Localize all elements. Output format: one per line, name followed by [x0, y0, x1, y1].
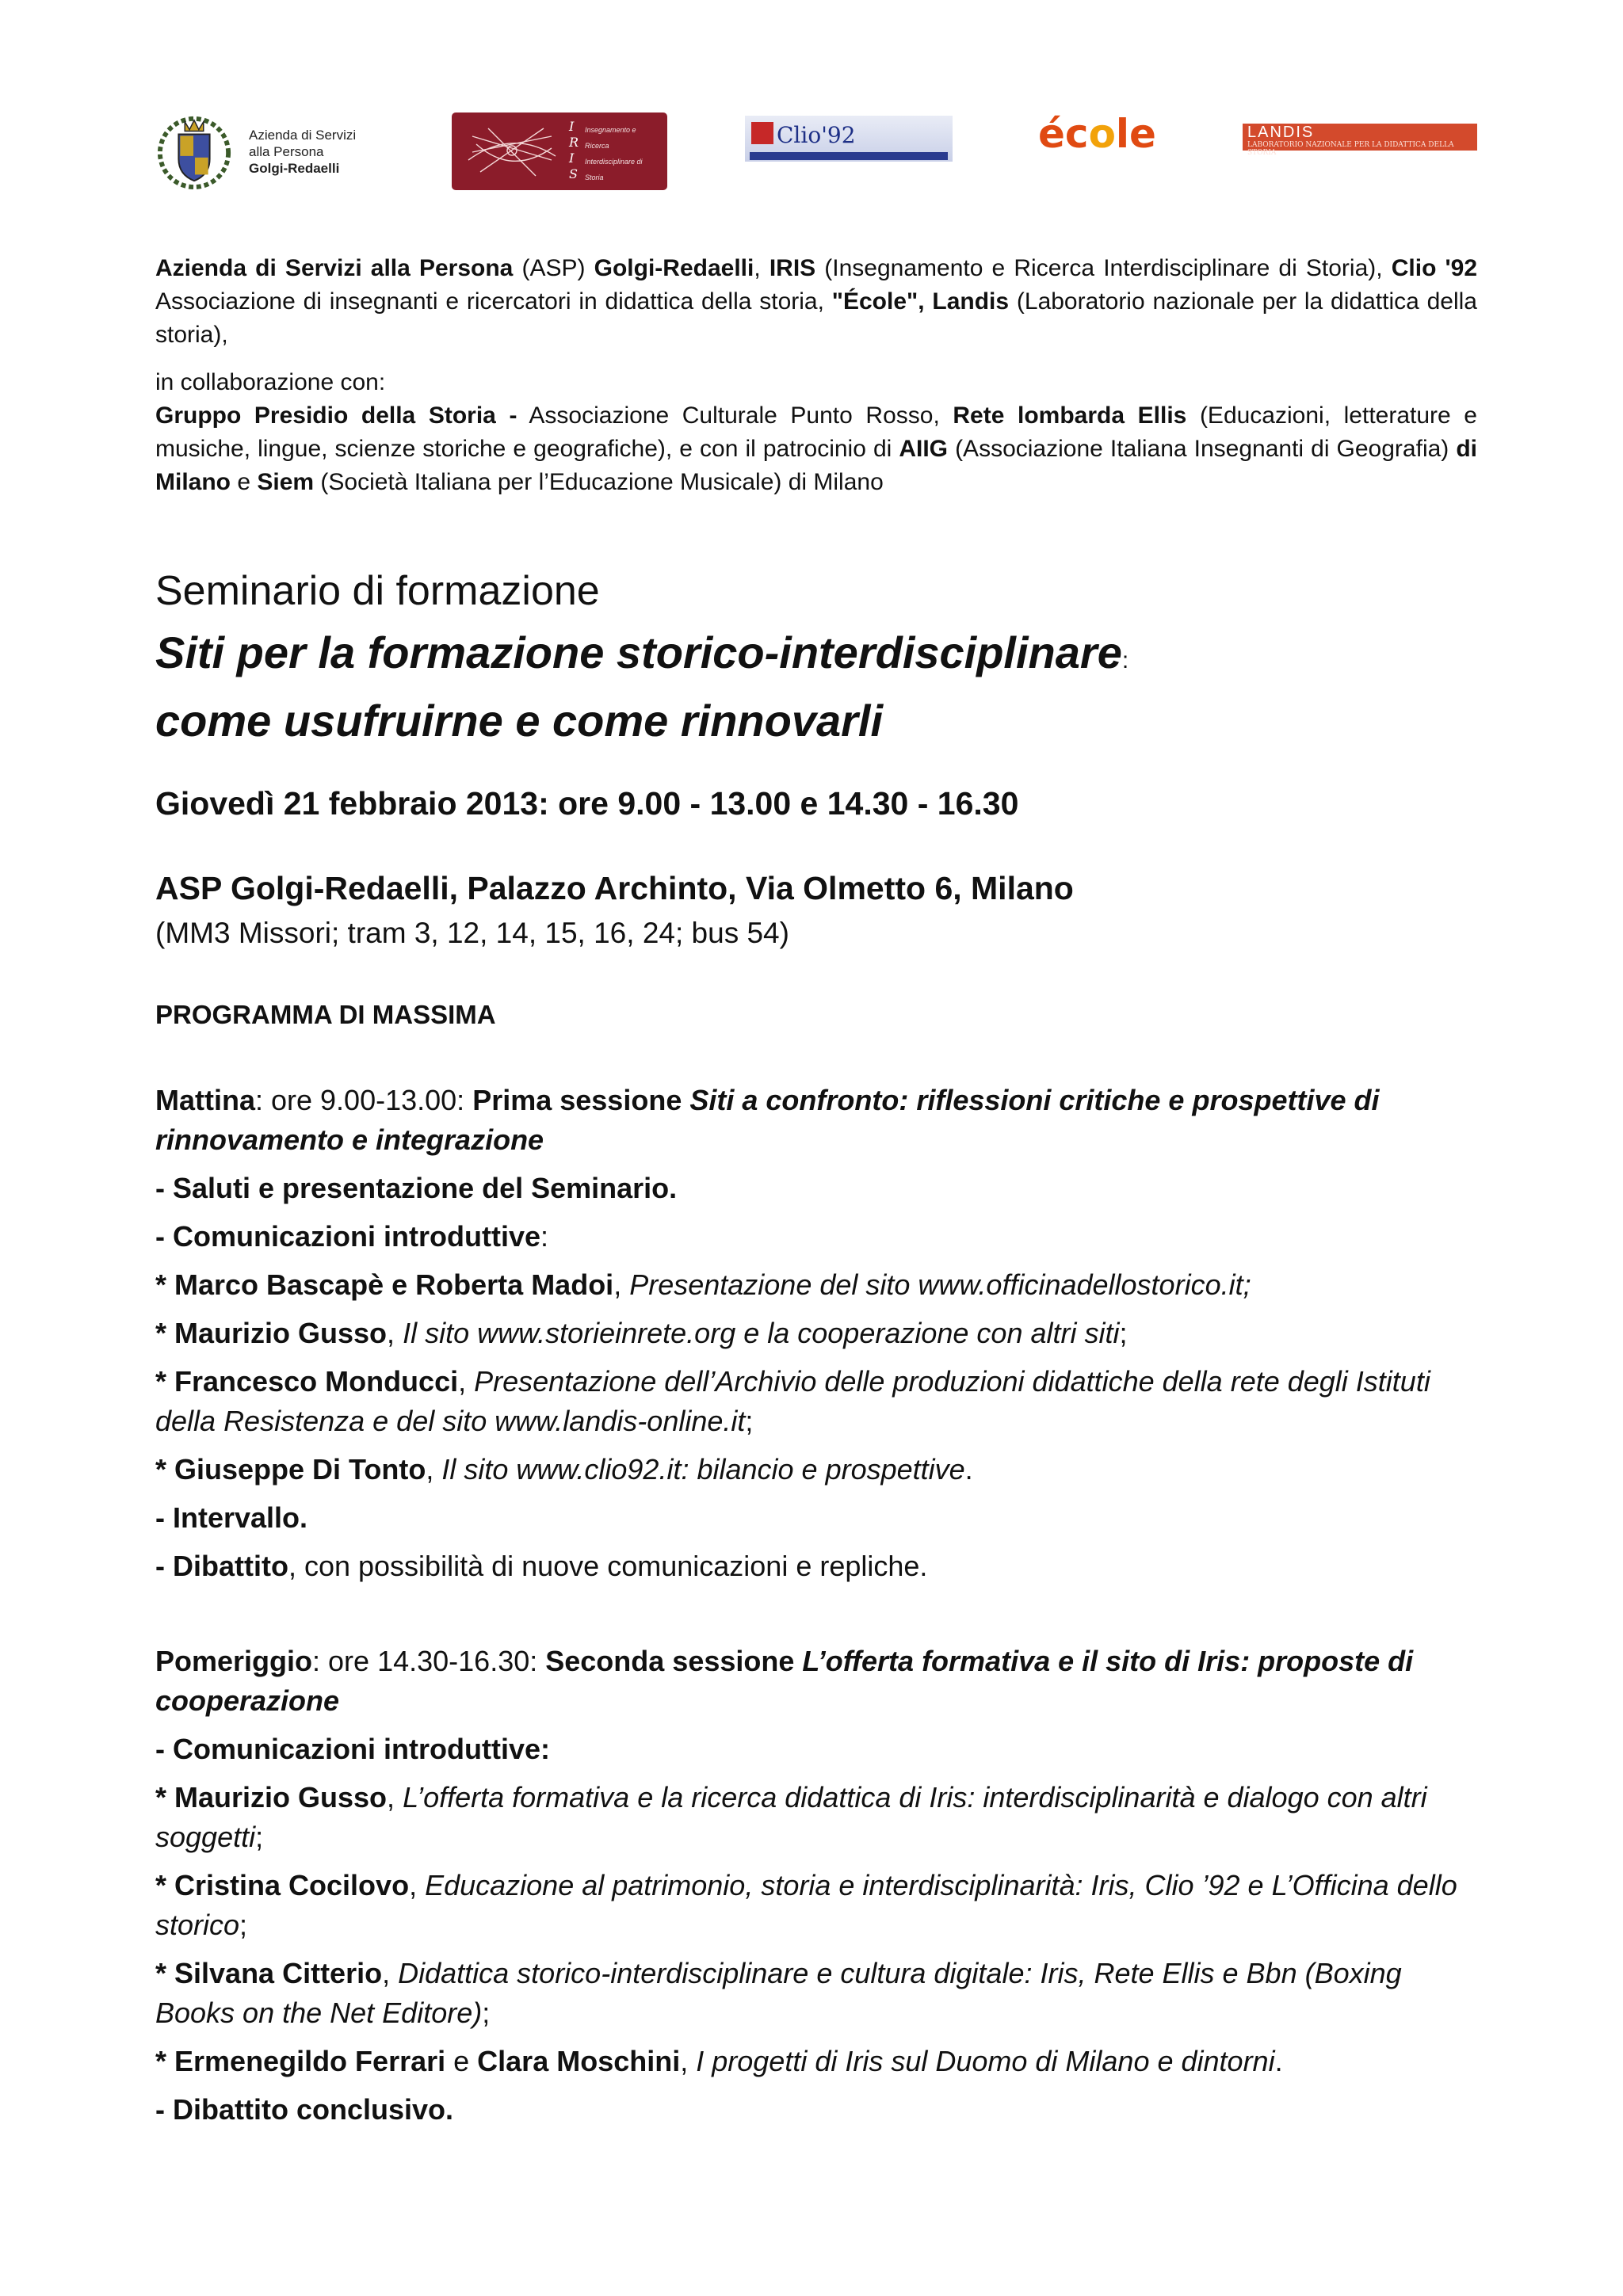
- programme-line: [155, 1642, 1477, 1721]
- programme-text-run: - Comunicazioni introduttive:: [155, 1733, 550, 1765]
- bold-text-run: Gruppo Presidio della Storia -: [155, 402, 517, 429]
- programme-text-run: Didattica storico-interdisciplinare e cultura digitale: Iris, Rete Ellis e Bbn (Boxing Books on the Net Editore): [155, 1957, 1402, 2029]
- iris-desc-line: Ricerca: [585, 142, 609, 150]
- asp-logo-text: [249, 127, 356, 177]
- ecole-logo: [1038, 111, 1165, 166]
- programme-text-run: ,: [680, 2045, 697, 2077]
- programme-text-run: .: [1274, 2045, 1283, 2077]
- iris-logo: [452, 113, 667, 190]
- event-venue: ASP Golgi-Redaelli, Palazzo Archinto, Via Olmetto 6, Milano: [155, 870, 1074, 906]
- programme-text-run: Il sito www.clio92.it: bilancio e prospettive: [441, 1453, 965, 1486]
- text-run: e: [231, 469, 258, 495]
- seminar-title: [155, 623, 1477, 751]
- programme-line: [155, 2090, 1477, 2130]
- programme-text-run: ,: [426, 1453, 442, 1486]
- bold-text-run: AIIG: [899, 436, 949, 462]
- programme-text-run: * Silvana Citterio: [155, 1957, 383, 1989]
- programme-text-run: ,: [387, 1781, 403, 1814]
- programme-line: [155, 1498, 1477, 1538]
- programme-text-run: * Francesco Monducci: [155, 1365, 459, 1398]
- programme-text-run: * Giuseppe Di Tonto: [155, 1453, 426, 1486]
- iris-letter: S: [569, 166, 578, 181]
- clio-logo-subtitle-bar: [750, 152, 948, 160]
- programme-text-run: - Saluti e presentazione del Seminario.: [155, 1172, 678, 1204]
- programme-text-run: - Dibattito: [155, 1550, 288, 1582]
- event-date: Giovedì 21 febbraio 2013: ore 9.00 - 13.00 e 14.30 - 16.30: [155, 785, 1019, 822]
- bold-text-run: Rete lombarda Ellis: [953, 402, 1187, 429]
- asp-logo-line2: alla Persona: [249, 144, 324, 159]
- programme-text-run: : ore 9.00-13.00:: [255, 1084, 473, 1116]
- programme-text-run: Il sito www.storieinrete.org e la cooperazione con altri siti: [403, 1317, 1120, 1349]
- programme-line: [155, 1081, 1477, 1160]
- ecole-logo-part: o: [1088, 111, 1116, 157]
- bold-text-run: Golgi-Redaelli: [594, 255, 754, 281]
- programme-text-run: * Cristina Cocilovo: [155, 1869, 410, 1901]
- programme-line: [155, 1866, 1477, 1945]
- programme-line: [155, 2042, 1477, 2081]
- programme-text-run: ;: [745, 1405, 754, 1437]
- bold-text-run: Clio '92: [1391, 255, 1478, 281]
- programme-text-run: Mattina: [155, 1084, 255, 1116]
- programme-text-run: L’offerta formativa e il sito di Iris: proposte di cooperazione: [155, 1645, 1414, 1717]
- text-run: (Educazioni, letterature e musiche, lingue, scienze storiche e geografiche), e con il patrocinio di: [155, 402, 1477, 462]
- clio-logo-name: Clio'92: [777, 122, 856, 148]
- asp-logo-line3: Golgi-Redaelli: [249, 161, 340, 176]
- asp-golgi-redaelli-logo: [155, 113, 369, 192]
- programme-text-run: ,: [409, 1869, 426, 1901]
- programme-text-run: * Maurizio Gusso: [155, 1317, 388, 1349]
- programme-line: [155, 1169, 1477, 1208]
- programme-text-run: Presentazione dell’Archivio delle produzioni didattiche della rete degli Istituti della Resistenza e del sito www.landis-online.it: [155, 1365, 1430, 1437]
- iris-description: [585, 122, 643, 185]
- bold-text-run: Siem: [257, 469, 315, 495]
- programme-text-run: Clara Moschini: [477, 2045, 681, 2077]
- programme-text-run: L’offerta formativa e la ricerca didattica di Iris: interdisciplinarità e dialogo con altri soggetti: [155, 1781, 1427, 1853]
- programme-text-run: Siti a confronto: riflessioni critiche e prospettive di rinnovamento e integrazione: [155, 1084, 1380, 1156]
- clio92-logo: [745, 116, 953, 162]
- seminar-title-line2: come usufruirne e come rinnovarli: [155, 696, 884, 746]
- programme-text-run: ;: [482, 1997, 491, 2029]
- text-run: Associazione di insegnanti e ricercatori in didattica della storia,: [155, 288, 832, 315]
- programme-text-run: ,: [382, 1957, 399, 1989]
- programme-text-run: * Marco Bascapè e Roberta Madoi: [155, 1268, 614, 1301]
- iris-letter: I: [569, 151, 575, 166]
- seminar-kicker: Seminario di formazione: [155, 568, 600, 614]
- programme-text-run: ;: [1119, 1317, 1128, 1349]
- programme-text-run: : ore 14.30-16.30:: [312, 1645, 546, 1677]
- programme-text-run: Pomeriggio: [155, 1645, 313, 1677]
- programme-text-run: ;: [255, 1821, 264, 1853]
- programme-text-run: ,: [613, 1268, 630, 1301]
- programme-text-run: - Intervallo.: [155, 1501, 308, 1534]
- clio-flag-icon: [751, 122, 773, 144]
- programme-text-run: Seconda sessione: [545, 1645, 803, 1677]
- globe-lines-icon: [456, 113, 567, 190]
- ecole-logo-part: le: [1115, 111, 1156, 157]
- programme-text-run: - Dibattito conclusivo.: [155, 2093, 454, 2126]
- programme-heading: PROGRAMMA DI MASSIMA: [155, 1000, 496, 1029]
- programme-text-run: Prima sessione: [472, 1084, 690, 1116]
- text-run: (Associazione Italiana Insegnanti di Geografia): [948, 436, 1457, 462]
- programme-text-run: , con possibilità di nuove comunicazioni e repliche.: [288, 1550, 928, 1582]
- programme-text-run: ,: [458, 1365, 475, 1398]
- programme-line: [155, 1730, 1477, 1769]
- text-run: Associazione Culturale Punto Rosso,: [517, 402, 953, 429]
- programme-line: [155, 1450, 1477, 1489]
- programme-text-run: .: [964, 1453, 973, 1486]
- text-run: (ASP): [513, 255, 594, 281]
- programme-text-run: ;: [239, 1909, 248, 1941]
- collaborators-paragraph: [155, 399, 1477, 499]
- organizers-paragraph: [155, 252, 1477, 352]
- text-run: (Laboratorio nazionale per la didattica della storia),: [155, 288, 1477, 348]
- landis-logo-name: LANDIS: [1247, 124, 1315, 141]
- iris-letter: R: [569, 135, 579, 150]
- ecole-logo-part: éc: [1038, 111, 1089, 157]
- logo-strip: [0, 103, 1623, 198]
- iris-letter: I: [569, 119, 575, 134]
- afternoon-session: [155, 1642, 1477, 2138]
- morning-session: [155, 1081, 1477, 1595]
- programme-line: [155, 1547, 1477, 1586]
- iris-desc-line: Interdisciplinare di: [585, 158, 643, 166]
- landis-logo: [1243, 124, 1477, 157]
- programme-text-run: * Maurizio Gusso: [155, 1781, 388, 1814]
- programme-text-run: :: [540, 1220, 548, 1253]
- programme-line: [155, 1265, 1477, 1305]
- programme-text-run: * Ermenegildo Ferrari: [155, 2045, 446, 2077]
- collaboration-label: in collaborazione con:: [155, 369, 386, 395]
- programme-line: [155, 1217, 1477, 1257]
- programme-text-run: e: [445, 2045, 478, 2077]
- asp-logo-line1: Azienda di Servizi: [249, 128, 357, 143]
- programme-text-run: Presentazione del sito www.officinadellostorico.it;: [629, 1268, 1251, 1301]
- programme-text-run: - Comunicazioni introduttive: [155, 1220, 540, 1253]
- programme-text-run: ,: [387, 1317, 403, 1349]
- text-run: (Società Italiana per l’Educazione Musicale) di Milano: [314, 469, 884, 495]
- text-run: ,: [754, 255, 769, 281]
- programme-text-run: Educazione al patrimonio, storia e interdisciplinarità: Iris, Clio ’92 e L’Officina dello storico: [155, 1869, 1457, 1941]
- iris-desc-line: Insegnamento e: [585, 126, 636, 134]
- venue-transport: (MM3 Missori; tram 3, 12, 14, 15, 16, 24; bus 54): [155, 917, 789, 949]
- programme-text-run: I progetti di Iris sul Duomo di Milano e dintorni: [696, 2045, 1275, 2077]
- seminar-title-line1: Siti per la formazione storico-interdisciplinare: [155, 627, 1122, 677]
- bold-text-run: di Milano: [155, 436, 1477, 495]
- seminar-title-colon: :: [1121, 647, 1129, 673]
- iris-letters: [569, 119, 579, 182]
- programme-line: [155, 1314, 1477, 1353]
- bold-text-run: Azienda di Servizi alla Persona: [155, 255, 514, 281]
- crest-icon: [155, 113, 233, 190]
- text-run: (Insegnamento e Ricerca Interdisciplinare di Storia),: [815, 255, 1392, 281]
- iris-desc-line: Storia: [585, 174, 604, 181]
- programme-line: [155, 1954, 1477, 2033]
- bold-text-run: "École", Landis: [831, 288, 1010, 315]
- programme-line: [155, 1362, 1477, 1441]
- bold-text-run: IRIS: [769, 255, 816, 281]
- programme-line: [155, 1778, 1477, 1857]
- landis-logo-subtitle: LABORATORIO NAZIONALE PER LA DIDATTICA DELLA STORIA: [1247, 141, 1454, 157]
